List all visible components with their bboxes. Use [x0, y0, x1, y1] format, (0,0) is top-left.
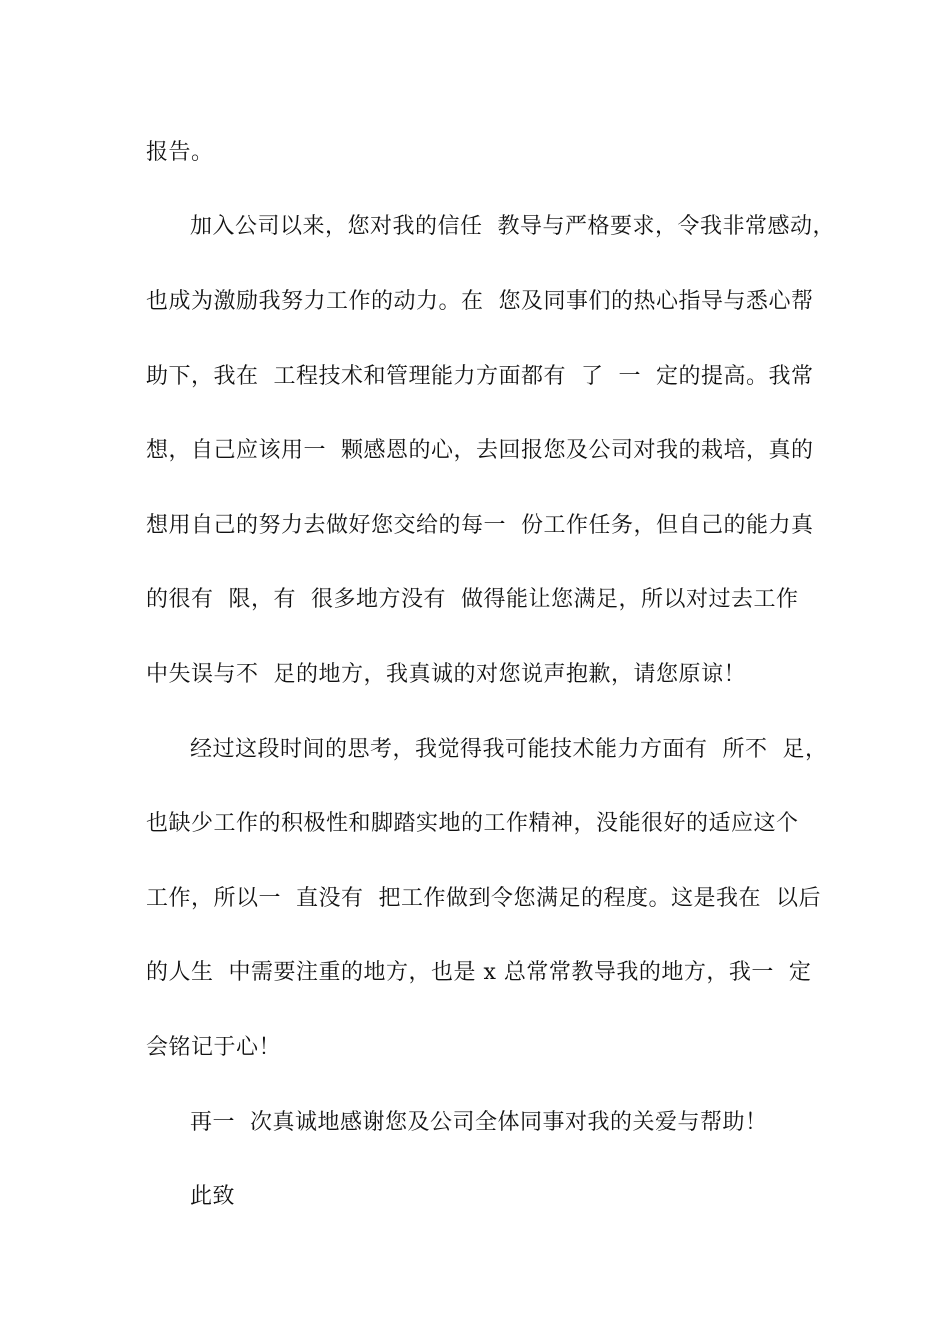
paragraph-2-line-2: 也缺少工作的积极性和脚踏实地的工作精神，没能很好的适应这个 [146, 811, 799, 836]
paragraph-1-line-1: 加入公司以来，您对我的信任 教导与严格要求，令我非常感动， [190, 214, 835, 239]
paragraph-2-line-5: 会铭记于心！ [146, 1035, 282, 1060]
paragraph-2-line-1: 经过这段时间的思考，我觉得我可能技术能力方面有 所不 足， [190, 737, 828, 762]
paragraph-1-line-3: 助下，我在 工程技术和管理能力方面都有 了 一 定的提高。我常 [146, 364, 814, 389]
paragraph-2-line-3: 工作，所以一 直没有 把工作做到令您满足的程度。这是我在 以后 [146, 886, 821, 911]
paragraph-3-line-1: 再一 次真诚地感谢您及公司全体同事对我的关爱与帮助！ [190, 1110, 768, 1135]
paragraph-1-line-6: 的很有 限，有 很多地方没有 做得能让您满足，所以对过去工作 [146, 587, 799, 612]
closing-salutation: 此致 [190, 1184, 236, 1209]
paragraph-1-line-5: 想用自己的努力去做好您交给的每一 份工作任务，但自己的能力真 [146, 513, 814, 538]
paragraph-1-line-4: 想，自己应该用一 颗感恩的心，去回报您及公司对我的栽培，真的 [146, 438, 814, 463]
paragraph-1-line-2: 也成为激励我努力工作的动力。在 您及同事们的热心指导与悉心帮 [146, 289, 814, 314]
paragraph-1-line-7: 中失误与不 足的地方，我真诚的对您说声抱歉，请您原谅！ [146, 662, 746, 687]
paragraph-2-line-4: 的人生 中需要注重的地方，也是 x 总常常教导我的地方，我一 定 [146, 960, 812, 985]
text-line-1: 报告。 [146, 140, 214, 165]
